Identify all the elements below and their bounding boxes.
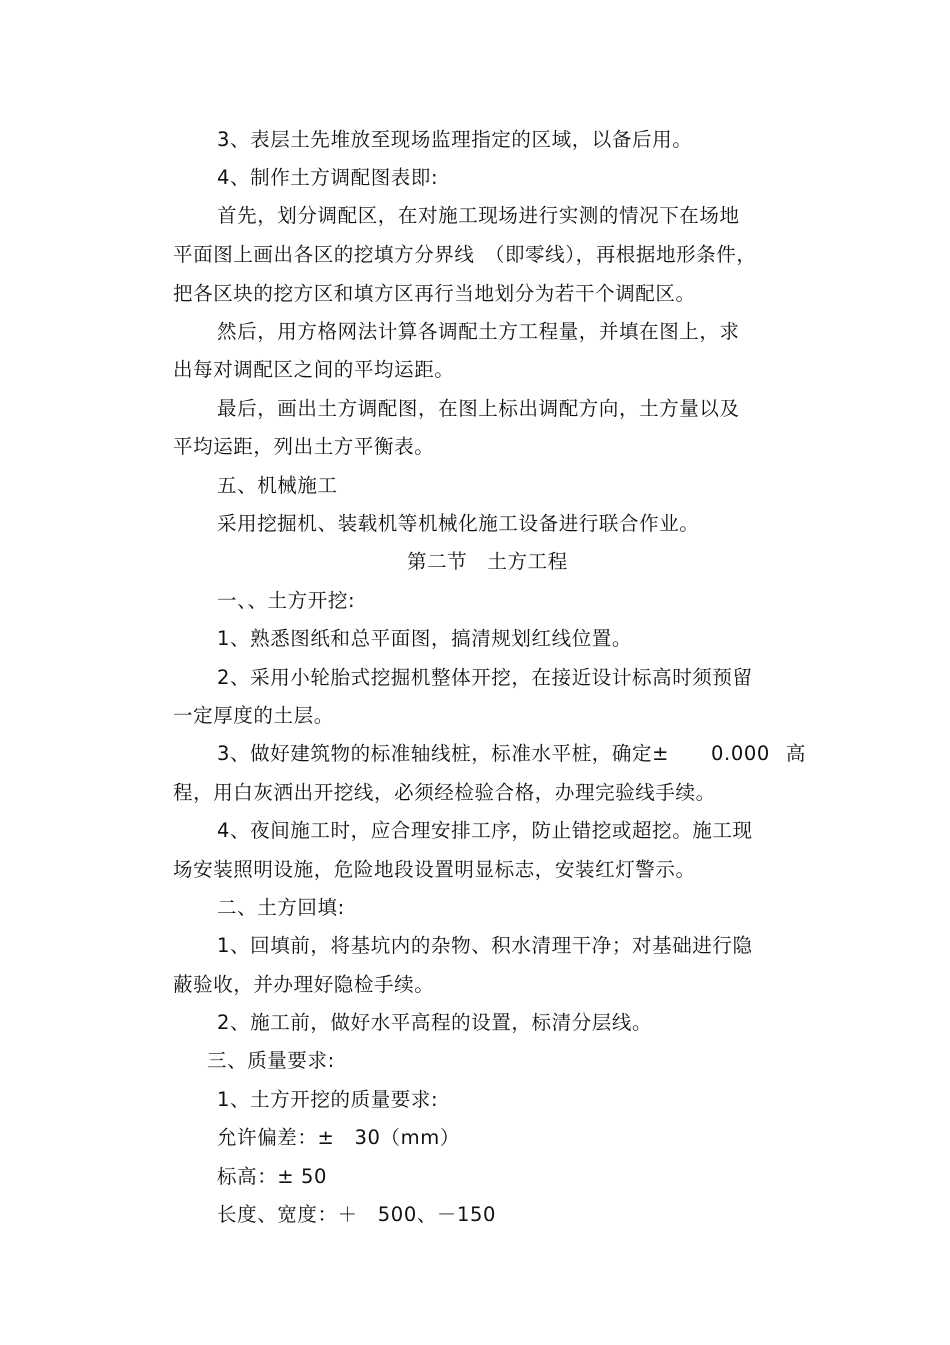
text-line: 4、制作土方调配图表即:	[217, 166, 439, 189]
text-line: 平面图上画出各区的挖填方分界线 （即零线），再根据地形条件，	[173, 243, 757, 266]
text-line: 把各区块的挖方区和填方区再行当地划分为若干个调配区。	[173, 282, 696, 305]
text-segment: 3、做好建筑物的标准轴线桩，标准水平桩，确定±	[217, 742, 670, 765]
text-line: 长度、宽度：＋ 500、－150	[217, 1203, 497, 1226]
section-heading: 二、土方回填:	[217, 896, 345, 919]
text-line: 4、夜间施工时，应合理安排工序，防止错挖或超挖。施工现	[217, 819, 753, 842]
text-line: 蔽验收，并办理好隐检手续。	[173, 973, 435, 996]
text-line: 3、表层土先堆放至现场监理指定的区域，以备后用。	[217, 128, 693, 151]
text-line: 平均运距，列出土方平衡表。	[173, 435, 435, 458]
text-segment: 高	[785, 742, 806, 765]
text-line: 首先，划分调配区，在对施工现场进行实测的情况下在场地	[217, 204, 740, 227]
text-line: 最后，画出土方调配图，在图上标出调配方向，土方量以及	[217, 397, 740, 420]
section-title: 第二节 土方工程	[407, 550, 568, 573]
text-line	[217, 742, 806, 766]
text-line: 场安装照明设施，危险地段设置明显标志，安装红灯警示。	[173, 858, 696, 881]
section-heading: 一、、土方开挖:	[217, 589, 356, 612]
text-line: 1、土方开挖的质量要求:	[217, 1088, 439, 1111]
text-line: 采用挖掘机、装载机等机械化施工设备进行联合作业。	[217, 512, 700, 535]
text-line: 允许偏差：± 30（mm）	[217, 1126, 460, 1149]
text-line: 2、采用小轮胎式挖掘机整体开挖，在接近设计标高时须预留	[217, 666, 753, 689]
text-line: 然后，用方格网法计算各调配土方工程量，并填在图上，求	[217, 320, 740, 343]
section-heading: 五、机械施工	[217, 474, 338, 497]
text-line: 一定厚度的土层。	[173, 704, 334, 727]
text-line: 出每对调配区之间的平均运距。	[173, 358, 455, 381]
text-segment: 0.000	[711, 742, 770, 765]
text-line: 1、熟悉图纸和总平面图，搞清规划红线位置。	[217, 627, 633, 650]
text-line: 2、施工前，做好水平高程的设置，标清分层线。	[217, 1011, 653, 1034]
text-line: 标高：± 50	[217, 1165, 328, 1188]
text-line: 1、回填前，将基坑内的杂物、积水清理干净；对基础进行隐	[217, 934, 753, 957]
section-heading: 三、质量要求:	[207, 1049, 335, 1072]
text-line: 程，用白灰洒出开挖线，必须经检验合格，办理完验线手续。	[173, 781, 716, 804]
